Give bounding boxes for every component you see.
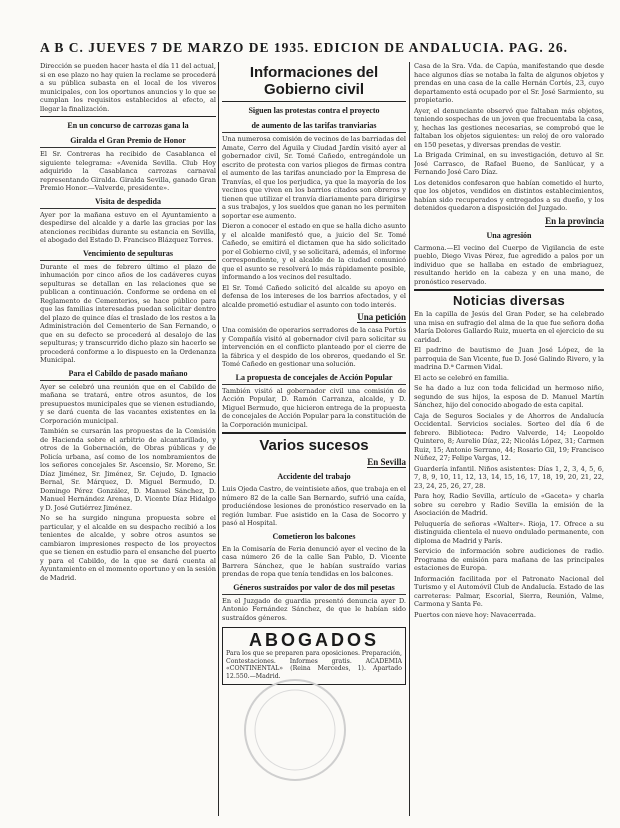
article-heading: de aumento de las tarifas tranviarias	[222, 121, 406, 133]
section-title: Noticias diversas	[452, 293, 566, 308]
article-paragraph: También se cursarán las propuestas de la Comisión de Hacienda sobre el arbitrio de alcantarillado, y otros de la Gobernación, de Obras públicas y de Policía urbana, así como de los nombramientos de los señores concejales Sr. Ascensio, Sr. Moreno, Sr. Díaz Jiménez, Sr. Jiménez, Sr. Cejudo, D. Ignacio Bernal, Sr. Márquez, D. Miguel Bermudo, D. Domingo Pérez González, D. Manuel Sánchez, D. Manuel Hernández Arenas, D. Vicente Díaz Hidalgo y D. José Gutiérrez Jiménez.	[40, 427, 216, 512]
article-paragraph: La Brigada Criminal, en su investigación, detuvo al Sr. José Carrasco, de Rafael Bueno, de Sanlúcar, y a Fernando José Caro Díaz.	[414, 151, 604, 176]
article-paragraph: Luis Ojeda Castro, de veintisiete años, que trabaja en el número 82 de la calle San Bernardo, sufrió una caída, produciéndose lesiones de pronóstico reservado en la región lumbar. Fue asistido en la Casa de Socorro y pasó al Hospital.	[222, 485, 406, 527]
article-heading: Una petición	[357, 312, 406, 322]
divider	[222, 432, 406, 434]
article-heading: Para el Cabildo de pasado mañano	[40, 369, 216, 381]
article-paragraph: Dieron a conocer el estado en que se halla dicho asunto y el alcalde manifestó que, a juicio del Sr. Tomé Cañedo, se emitirá el dictamen que ha sido solicitado por el Gobierno civil, y se solicitará, además, el informe correspondiente, y el alcalde de la ciudad comunicó que el asunto se resolverá lo más rápidamente posible, informando a los vecinos del resultado.	[222, 222, 406, 281]
article-paragraph: Caja de Seguros Sociales y de Ahorros de Andalucía Occidental. Servicios sociales. Sorteo del día 6 de febrero. Biblioteca: Pedro Valverde, 14; Leopoldo Quintero, 8; Aurelio Díaz, 22; Nicolás López, 31; Carmen Ruiz, 15; Antonio Serrano, 44; Rosario Gil, 19; Francisco Núñez, 27; Felipe Vargas, 12.	[414, 411, 604, 462]
article-heading: Vencimiento de sepulturas	[40, 249, 216, 261]
article-heading: En un concurso de carrozas gana la	[67, 121, 189, 130]
article-paragraph: Información facilitada por el Patronato Nacional del Turismo y el Automóvil Club de Andalucía. Estado de las carreteras: Palmar, Escorial, Sierra, Reunión, Valme, Carmona y Santa Fe.	[414, 574, 604, 608]
divider	[40, 116, 216, 117]
article-paragraph: Se ha dado a luz con toda felicidad un hermoso niño, segundo de sus hijos, la esposa de D. Manuel Martín Sánchez, hijo del conocido abogado de esta capital.	[414, 384, 604, 409]
article-paragraph: Para hoy, Radio Sevilla, artículo de «Gaceta» y charla sobre su cerebro y Radio Sevilla la emisión de la Asociación de Madrid.	[414, 492, 604, 517]
article-heading: Visita de despedida	[40, 197, 216, 209]
article-paragraph: Una comisión de operarios serradores de la casa Portús y Compañía visitó al gobernador civil para solicitar su intervención en el conflicto planteado por el cierre de la fábrica y el despido de los obreros, quedando el Sr. Tomé Cañedo en gestionar una solución.	[222, 326, 406, 368]
divider	[222, 101, 406, 102]
column-rule	[409, 62, 410, 816]
article-paragraph: Servicio de información sobre audiciones de radio. Programa de emisión para mañana de las principales estaciones de Europa.	[414, 547, 604, 572]
article-heading: La propuesta de concejales de Acción Popular	[222, 373, 406, 385]
page-header: A B C. JUEVES 7 DE MARZO DE 1935. EDICION DE ANDALUCIA. PAG. 26.	[40, 40, 569, 55]
article-paragraph: No se ha surgido ninguna propuesta sobre el particular, y el alcalde en su despacho recibió a los tenientes de alcalde, y sobre otros asuntos se cambiaron impresiones respecto de los proyectos que se tienen en estudio para el ensanche del puerto y para el Cabildo, de la que se dará cuenta al Ayuntamiento en el momento oportuno y en la sesión de Madrid.	[40, 514, 216, 582]
article-heading: Giralda el Gran Premio de Honor	[40, 136, 216, 148]
section-title: Varios sucesos	[259, 437, 369, 454]
column-left	[40, 62, 216, 818]
article-heading: Cometieron los balcones	[272, 531, 356, 541]
article-paragraph: Ayer por la mañana estuvo en el Ayuntamiento a despedirse del alcalde y a darle las gracias por las atenciones recibidas durante su estancia en Sevilla, el abogado del Estado D. Francisco Blázquez Torres.	[40, 210, 216, 244]
article-paragraph: Los detenidos confesaron que habían cometido el hurto, que los objetos, vendidos en distintos establecimientos, habían sido recuperados y entregados a su dueño, y los detenidos quedaron a disposición del Juzgado.	[414, 178, 604, 212]
column-middle	[222, 62, 406, 818]
advertisement	[222, 627, 406, 685]
article-heading: Géneros sustraídos por valor de dos mil pesetas	[222, 583, 406, 595]
section-title: Informaciones del Gobierno civil	[249, 64, 379, 98]
article-paragraph: Durante el mes de febrero último el plazo de inhumación por cinco años de los cadáveres cuyas sepulturas se detallan en las relaciones que se publican a continuación. Conforme se ordena en el Reglamento de Cementerios, se hace público para que las familias interesadas puedan solicitar dentro del plazo de quince días el traslado de los restos a la Administración del Cementerio de San Fernando, o que en su defecto se procederá al desalojo de las sepulturas; y transcurrido dicho plazo sin hacerlo se procederá conforme a lo dispuesto en la Ordenanza Municipal.	[40, 262, 216, 364]
article-paragraph: El acto se celebró en familia.	[414, 373, 510, 382]
advertisement-title: ABOGADOS	[248, 630, 379, 650]
section-subtitle: En Sevilla	[367, 457, 406, 467]
divider	[414, 289, 604, 291]
article-paragraph: Carmona.—El vecino del Cuerpo de Vigilancia de este pueblo, Diego Vivas Pérez, fue agredido a palos por un individuo que se hallaba en estado de embriaguez, resultando herido en la cabeza y en una mano, de pronóstico reservado.	[414, 243, 604, 286]
article-paragraph: Guardería infantil. Niños asistentes: Días 1, 2, 3, 4, 5, 6, 7, 8, 9, 10, 11, 12, 13, 14, 15, 16, 17, 18, 19, 20, 21, 22, 23, 24, 25, 26, 27, 28.	[414, 464, 604, 490]
article-paragraph: Una numerosa comisión de vecinos de las barriadas del Amate, Cerro del Águila y Ciudad Jardín visitó ayer al gobernador civil, Sr. Tomé Cañedo, entregándole un escrito de protesta con varios pliegos de firmas contra el aumento de las tarifas anunciado por la Empresa de Tranvías, el que los perjudica, ya que la mayoría de los vecinos que viven en los barrios citados son obreros y tienen que utilizar el tranvía diariamente para dirigirse a sus trabajos, y los sueldos que ganan no les permiten soportar ese aumento.	[222, 135, 406, 220]
article-paragraph: En el Juzgado de guardia presentó denuncia ayer D. Antonio Fernández Sánchez, de que le habían sido sustraídos géneros.	[222, 596, 406, 622]
article-paragraph: Ayer se celebró una reunión que en el Cabildo de mañana se tratará, entre otros asuntos, de los presupuestos municipales que se vienen estudiando, y se dará cuenta de las vacantes existentes en la Corporación municipal.	[40, 382, 216, 425]
article-heading: Siguen las protestas contra el proyecto	[248, 106, 380, 115]
article-heading: Accidente del trabajo	[277, 472, 351, 481]
column-right	[414, 62, 604, 818]
article-paragraph: Ayer, el denunciante observó que faltaban más objetos, teniendo sospechas de un joven que frecuentaba la casa, y, hechas las gestiones necesarias, se comprobó que le faltaban los objetos siguientes: un reloj de oro valorado en 150 pesetas, y diversas prendas de vestir.	[414, 106, 604, 149]
article-paragraph: El Sr. Contreras ha recibido de Casablanca el siguiente telegrama: «Avenida Sevilla. Club Hoy adquirido la Casablanca carrozas carnaval representando Giralda. Giralda Sevilla, ganado Gran Premio Honor.—Valverde, presidente».	[40, 150, 216, 192]
article-paragraph: Casa de la Sra. Vda. de Capúa, manifestando que desde hace algunos días se notaba la falta de algunos objetos y prendas en una casa de la calle Hernán Cortés, 23, cuyo departamento está ocupado por el Sr. José Sarmiento, su propietario.	[414, 62, 604, 104]
article-paragraph: También visitó al gobernador civil una comisión de Acción Popular, D. Ramón Carranza, alcalde, y D. Miguel Bermudo, que hicieron entrega de la propuesta de concejales de Acción Popular para la constitución de la Corporación municipal.	[222, 386, 406, 429]
article-paragraph: Peluquería de señoras «Walter». Rioja, 17. Ofrece a su distinguida clientela el nuevo ondulado permanente, con diploma de Madrid y París.	[414, 519, 604, 545]
advertisement-text: Para los que se preparen para oposiciones. Preparación, Contestaciones. Informes gratis. ACADEMIA «CONTINENTAL» (Reina Mercedes, 1). Apartado 12.550.—Madrid.	[226, 650, 402, 680]
article-heading: Una agresión	[486, 230, 532, 240]
article-paragraph: En la Comisaría de Feria denunció ayer el vecino de la casa número 26 de la calle San Pablo, D. Vicente Barrera Sánchez, que le habían sustraído varias prendas de ropa que tenía tendidas en los balcones.	[222, 544, 406, 578]
article-paragraph: El Sr. Tomé Cañedo solicitó del alcalde su apoyo en defensa de los intereses de los barrios afectados, y el alcalde prometió estudiar el asunto con todo interés.	[222, 283, 406, 309]
article-paragraph: El padrino de bautismo de Juan José López, de la parroquia de San Vicente, fue D. José Galindo Rivero, y la madrina D.ª Carmen Vidal.	[414, 346, 604, 371]
article-paragraph: Dirección se pueden hacer hasta el día 11 del actual, si en ese plazo no hay quien la reclame se procederá a su pública subasta en el local de los viveros municipales, con los oportunos anuncios y lo que se cumplan los requisitos establecidos al efecto, al llegar la finalización.	[40, 62, 216, 113]
column-rule	[218, 62, 219, 816]
article-paragraph: En la capilla de Jesús del Gran Poder, se ha celebrado una misa en sufragio del alma de la que fue señora doña María Dolores Gallardo Ruiz, muerta en el ejercicio de su caridad.	[414, 310, 604, 344]
section-subtitle: En la provincia	[545, 215, 604, 226]
article-paragraph: Puertos con nieve hoy: Navacerrada.	[414, 610, 536, 619]
